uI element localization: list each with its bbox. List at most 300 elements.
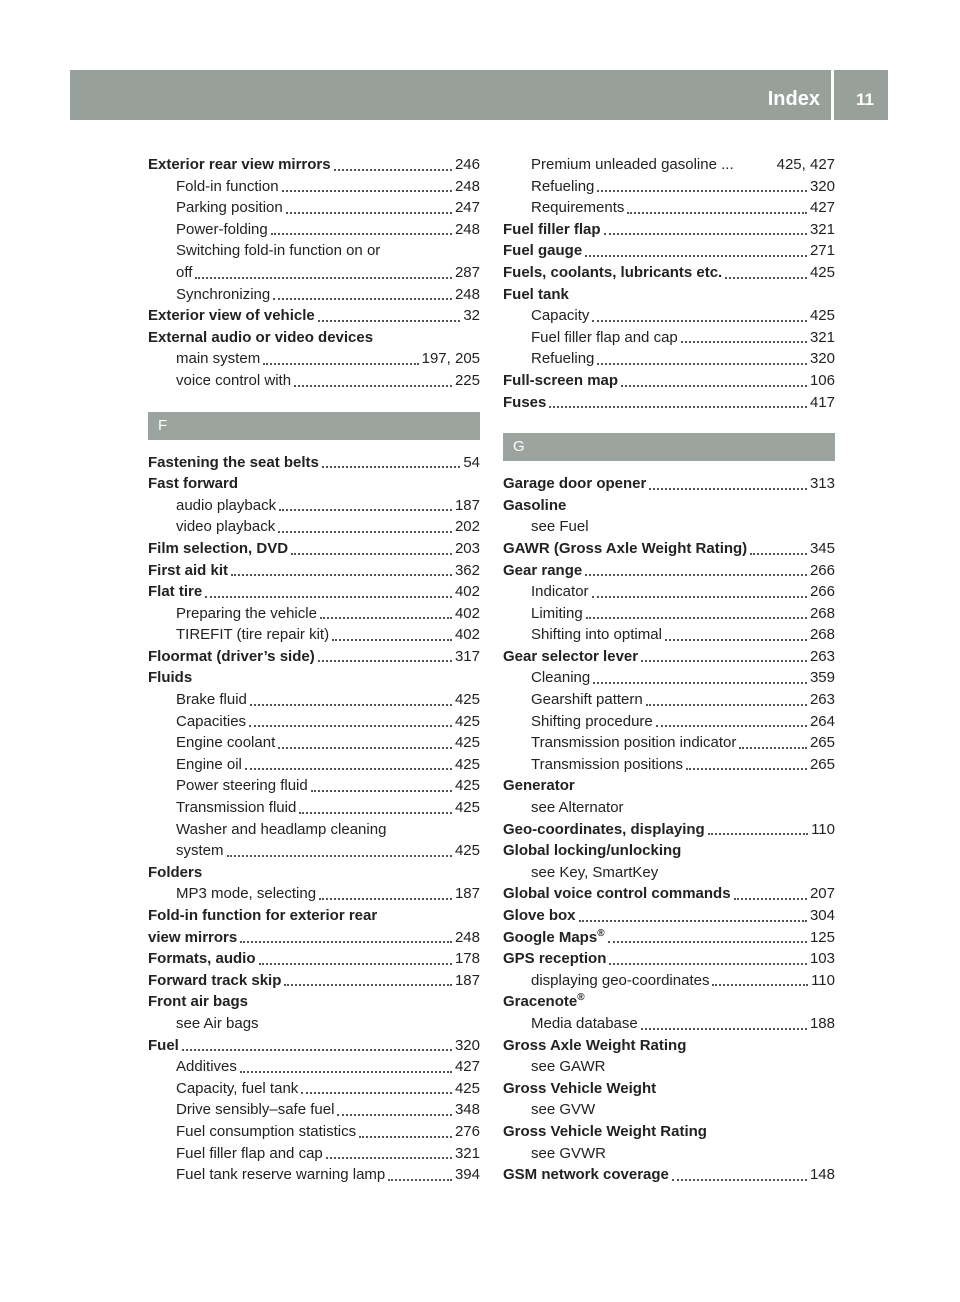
entry-term [176, 840, 224, 862]
page-reference: 202 [454, 518, 480, 536]
entry-term [503, 560, 582, 582]
index-entry [503, 840, 835, 862]
page-reference: 313 [809, 475, 835, 493]
section-header [148, 412, 480, 440]
entry-term-text: Media database [531, 1014, 638, 1032]
entry-term-text: GPS reception [503, 950, 607, 968]
entry-term-text: Fold-in function [176, 177, 279, 195]
leader-dots [641, 1028, 807, 1030]
entry-term-text: displaying geo-coordinates [531, 971, 710, 989]
entry-term [176, 1056, 237, 1078]
index-entry [503, 560, 835, 582]
leader-dots [205, 596, 452, 598]
index-subentry [148, 840, 480, 862]
leader-dots [311, 790, 452, 792]
entry-term [176, 689, 247, 711]
page-reference: 187 [454, 971, 480, 989]
page-reference: 425 [809, 263, 835, 281]
index-subentry [148, 732, 480, 754]
index-subentry [148, 1078, 480, 1100]
leader-dots [712, 984, 808, 986]
page-reference: 425 [454, 691, 480, 709]
section-header [503, 433, 835, 461]
entry-term [531, 624, 662, 646]
index-entry [503, 1121, 835, 1143]
index-entry [148, 970, 480, 992]
page-reference: 321 [454, 1144, 480, 1162]
index-subentry [148, 219, 480, 241]
entry-term-text: see GAWR [531, 1058, 606, 1076]
entry-term [531, 1099, 595, 1121]
entry-term-text: Google Maps [503, 928, 598, 946]
entry-term [531, 667, 590, 689]
entry-term-text: Transmission fluid [176, 799, 297, 817]
entry-term-text: Power-folding [176, 220, 268, 238]
registered-mark: ® [577, 992, 585, 1004]
entry-term-text: Geo-coordinates, displaying [503, 820, 705, 838]
page-reference: 197, 205 [421, 350, 480, 368]
entry-term [503, 495, 566, 517]
index-subentry [503, 862, 835, 884]
page-reference: 188 [809, 1014, 835, 1032]
page-reference: 148 [809, 1166, 835, 1184]
entry-term [503, 1121, 707, 1143]
index-entry [503, 284, 835, 306]
entry-term-text: MP3 mode, selecting [176, 885, 317, 903]
entry-term [148, 560, 228, 582]
page-reference: 110 [811, 820, 835, 838]
index-entry [503, 927, 835, 949]
index-entry [148, 862, 480, 884]
index-subentry [503, 1013, 835, 1035]
page-reference: 417 [809, 393, 835, 411]
leader-dots [263, 363, 418, 365]
entry-term-text: see Alternator [531, 799, 624, 817]
entry-term [531, 516, 589, 538]
entry-term [503, 538, 747, 560]
index-entry [148, 327, 480, 349]
entry-term [176, 348, 260, 370]
entry-term-text: main system [176, 350, 261, 368]
leader-dots [621, 385, 807, 387]
page-number: 11 [856, 90, 874, 109]
page-reference: 263 [809, 691, 835, 709]
page-reference: 248 [454, 285, 480, 303]
entry-term-text: Capacity [531, 307, 590, 325]
page-reference: 394 [454, 1166, 480, 1184]
index-entry [503, 905, 835, 927]
index-entry [503, 392, 835, 414]
entry-term [176, 240, 380, 262]
entry-term [176, 883, 316, 905]
entry-term-text: see Air bags [176, 1014, 259, 1032]
entry-term-text: voice control with [176, 371, 292, 389]
page-reference: 425 [454, 1079, 480, 1097]
leader-dots [359, 1136, 452, 1138]
entry-term-text: First aid kit [148, 561, 229, 579]
entry-term [176, 1013, 259, 1035]
entry-term-text: Gear selector lever [503, 647, 639, 665]
entry-term [531, 689, 643, 711]
index-entry [503, 262, 835, 284]
entry-term-text: Shifting procedure [531, 712, 653, 730]
page-reference: 110 [811, 971, 835, 989]
entry-term-text: Film selection, DVD [148, 539, 289, 557]
leader-dots [725, 277, 807, 279]
entry-term [531, 970, 709, 992]
index-entry [503, 495, 835, 517]
entry-term [503, 284, 569, 306]
index-subentry [503, 603, 835, 625]
entry-term [176, 797, 296, 819]
entry-term-text: Formats, audio [148, 950, 256, 968]
entry-term [531, 862, 658, 884]
entry-term-text: Gross Axle Weight Rating [503, 1036, 687, 1054]
entry-term-text: Fast forward [148, 475, 239, 493]
entry-term-text: view mirrors [148, 928, 238, 946]
entry-term-text: Fuel consumption statistics [176, 1122, 357, 1140]
index-subentry [148, 1056, 480, 1078]
entry-term-text: Power steering fluid [176, 777, 308, 795]
page-reference: 359 [809, 669, 835, 687]
entry-term [176, 370, 291, 392]
index-subentry [148, 197, 480, 219]
leader-dots [686, 768, 807, 770]
entry-term-text: Fold-in function for exterior rear [148, 907, 378, 924]
entry-term [531, 154, 734, 176]
entry-term [148, 667, 192, 689]
entry-term-text: Garage door opener [503, 475, 647, 493]
page-reference: 248 [454, 220, 480, 238]
entry-term [176, 732, 275, 754]
entry-term [503, 1078, 656, 1100]
entry-term-text: Gross Vehicle Weight Rating [503, 1122, 707, 1140]
page-reference: 187 [454, 885, 480, 903]
leader-dots [586, 617, 807, 619]
entry-term-text: Premium unleaded gasoline ... [531, 156, 734, 173]
entry-term-text: Fuses [503, 393, 547, 411]
page-reference: 276 [454, 1122, 480, 1140]
page-reference: 402 [454, 604, 480, 622]
index-subentry [503, 197, 835, 219]
entry-term [503, 991, 585, 1013]
entry-term [503, 840, 681, 862]
index-subentry [148, 689, 480, 711]
index-subentry [503, 732, 835, 754]
page-reference: 103 [809, 950, 835, 968]
page-reference: 321 [809, 328, 835, 346]
leader-dots [609, 963, 807, 965]
page-reference: 425 [454, 777, 480, 795]
leader-dots [585, 255, 807, 257]
leader-dots [250, 704, 452, 706]
index-subentry [148, 516, 480, 538]
leader-dots [182, 1049, 452, 1051]
leader-dots [231, 574, 452, 576]
leader-dots [593, 682, 807, 684]
entry-term-text: Limiting [531, 604, 583, 622]
leader-dots [579, 920, 807, 922]
index-subentry [148, 495, 480, 517]
page-reference: 268 [809, 626, 835, 644]
page-reference: 203 [454, 539, 480, 557]
entry-term-text: Global locking/unlocking [503, 842, 682, 860]
entry-term-text: see Fuel [531, 518, 589, 536]
entry-term [176, 284, 270, 306]
page-reference: 320 [454, 1036, 480, 1054]
index-subentry [148, 240, 480, 262]
index-subentry [148, 711, 480, 733]
index-subentry [503, 1099, 835, 1121]
index-subentry [148, 1143, 480, 1165]
entry-term [176, 819, 386, 841]
index-entry [503, 883, 835, 905]
index-subentry [503, 754, 835, 776]
entry-term [148, 581, 202, 603]
index-entry [148, 667, 480, 689]
page-reference: 54 [463, 453, 480, 471]
page-reference: 425 [809, 307, 835, 325]
entry-term-text: Fluids [148, 669, 193, 687]
leader-dots [282, 190, 452, 192]
page-reference: 263 [809, 647, 835, 665]
entry-term-text: audio playback [176, 496, 277, 514]
index-entry [148, 646, 480, 668]
index-subentry [503, 1056, 835, 1078]
index-entry [503, 1078, 835, 1100]
leader-dots [665, 639, 807, 641]
entry-term-text: Shifting into optimal [531, 626, 662, 644]
entry-term-text: Requirements [531, 199, 625, 217]
entry-term-text: Transmission positions [531, 755, 683, 773]
entry-term [148, 646, 315, 668]
entry-term-text: Gross Vehicle Weight [503, 1079, 657, 1097]
page-reference: 125 [809, 928, 835, 946]
page-reference: 106 [809, 371, 835, 389]
entry-term-text: Engine coolant [176, 734, 276, 752]
leader-dots [322, 466, 460, 468]
entry-term [176, 775, 308, 797]
leader-dots [240, 941, 452, 943]
index-subentry [503, 624, 835, 646]
entry-term [148, 473, 238, 495]
index-entry [148, 905, 480, 927]
entry-term [531, 581, 589, 603]
registered-mark: ® [597, 927, 605, 939]
leader-dots [245, 768, 452, 770]
entry-term [148, 905, 377, 927]
entry-term-text: Fuels, coolants, lubricants etc. [503, 263, 723, 281]
entry-term [148, 452, 319, 474]
entry-term [148, 327, 373, 349]
entry-term-text: GAWR (Gross Axle Weight Rating) [503, 539, 748, 557]
entry-term [176, 176, 279, 198]
index-entry [148, 991, 480, 1013]
entry-term-text: Fuel tank reserve warning lamp [176, 1166, 386, 1184]
page-reference: 266 [809, 561, 835, 579]
entry-term-text: Transmission position indicator [531, 734, 737, 752]
entry-term [503, 948, 606, 970]
entry-term [148, 970, 281, 992]
entry-term-text: Synchronizing [176, 285, 271, 303]
entry-term [503, 392, 546, 414]
entry-term-text: Full-screen map [503, 371, 619, 389]
entry-term [148, 991, 248, 1013]
index-entry [148, 927, 480, 949]
page-reference: 317 [454, 647, 480, 665]
leader-dots [641, 660, 807, 662]
index-column-left [148, 154, 480, 1186]
page-reference: 425 [454, 712, 480, 730]
entry-term-text: Preparing the vehicle [176, 604, 317, 622]
page-reference: 402 [454, 626, 480, 644]
entry-term-text: system [176, 842, 224, 860]
index-subentry [148, 775, 480, 797]
index-entry [503, 1035, 835, 1057]
page-reference: 225 [454, 371, 480, 389]
page-reference: 187 [454, 496, 480, 514]
leader-dots [318, 320, 461, 322]
entry-term [176, 603, 317, 625]
entry-term-text: Gearshift pattern [531, 691, 643, 709]
index-subentry [503, 689, 835, 711]
entry-term [531, 348, 594, 370]
index-entry [148, 1035, 480, 1057]
index-entry [503, 819, 835, 841]
page-reference: 178 [454, 950, 480, 968]
index-subentry [148, 797, 480, 819]
index-subentry [148, 624, 480, 646]
index-subentry [503, 305, 835, 327]
entry-term-text: Indicator [531, 583, 589, 601]
entry-term [531, 754, 683, 776]
entry-term-text: Drive sensibly–safe fuel [176, 1101, 335, 1119]
leader-dots [273, 298, 452, 300]
leader-dots [284, 984, 452, 986]
entry-term [503, 1164, 669, 1186]
entry-term [176, 1121, 356, 1143]
entry-term-text: Fuel filler flap and cap [176, 1144, 323, 1162]
entry-term [531, 305, 589, 327]
leader-dots [608, 941, 807, 943]
index-entry [148, 452, 480, 474]
leader-dots [604, 233, 807, 235]
index-subentry [503, 348, 835, 370]
index-subentry [148, 262, 480, 284]
leader-dots [388, 1179, 452, 1181]
leader-dots [708, 833, 808, 835]
entry-term [148, 1035, 179, 1057]
index-subentry [148, 348, 480, 370]
entry-term [531, 711, 653, 733]
entry-term-text: Forward track skip [148, 971, 282, 989]
leader-dots [656, 725, 807, 727]
entry-term-text: Gasoline [503, 496, 567, 514]
entry-term [503, 262, 722, 284]
index-subentry [148, 176, 480, 198]
entry-term-text: TIREFIT (tire repair kit) [176, 626, 330, 644]
entry-term [176, 754, 242, 776]
index-entry [503, 646, 835, 668]
entry-term-text: Fuel filler flap [503, 220, 601, 238]
entry-term [503, 1035, 686, 1057]
entry-term [503, 646, 638, 668]
page-reference: 425 [454, 799, 480, 817]
entry-term [503, 883, 731, 905]
page-reference: 304 [809, 907, 835, 924]
entry-term [503, 473, 646, 495]
entry-term-text: Refueling [531, 177, 595, 195]
page-reference: 425 [454, 734, 480, 752]
index-subentry [503, 667, 835, 689]
page-reference: 268 [809, 604, 835, 622]
leader-dots [240, 1071, 452, 1073]
entry-term [503, 370, 618, 392]
entry-term-text: see GVWR [531, 1144, 607, 1162]
entry-term-text: Capacity, fuel tank [176, 1079, 299, 1097]
entry-term [531, 797, 624, 819]
entry-term-text: Cleaning [531, 669, 591, 687]
page-reference: 320 [809, 177, 835, 195]
entry-term-text: Flat tire [148, 583, 203, 601]
entry-term [503, 819, 705, 841]
leader-dots [649, 488, 807, 490]
entry-term-text: Generator [503, 777, 575, 795]
leader-dots [326, 1157, 452, 1159]
page-reference: 321 [809, 220, 835, 238]
leader-dots [291, 553, 452, 555]
page-reference: 265 [809, 755, 835, 773]
entry-term-text: Fastening the seat belts [148, 453, 319, 471]
leader-dots [334, 169, 452, 171]
header-title: Index [767, 88, 820, 110]
index-entry [148, 581, 480, 603]
index-subentry [148, 1121, 480, 1143]
leader-dots [646, 704, 807, 706]
entry-term [148, 305, 315, 327]
page-reference: 246 [454, 156, 480, 173]
entry-term-text: Folders [148, 863, 203, 881]
entry-term-text: Front air bags [148, 993, 249, 1011]
leader-dots [597, 363, 807, 365]
entry-term [176, 219, 268, 241]
entry-term [148, 862, 202, 884]
index-entry [503, 240, 835, 262]
leader-dots [259, 963, 452, 965]
entry-term-text: Engine oil [176, 755, 242, 773]
entry-term-text: Fuel tank [503, 285, 569, 303]
entry-term [176, 1164, 385, 1186]
entry-term-text: Washer and headlamp cleaning [176, 820, 387, 838]
entry-term [176, 516, 275, 538]
entry-term [176, 1099, 334, 1121]
index-subentry [148, 1013, 480, 1035]
section-letter: F [158, 416, 168, 434]
leader-dots [318, 660, 452, 662]
entry-term [531, 327, 678, 349]
page-reference: 248 [454, 177, 480, 195]
index-subentry [503, 711, 835, 733]
entry-term [148, 538, 288, 560]
index-entry [503, 1164, 835, 1186]
leader-dots [249, 725, 452, 727]
leader-dots [319, 898, 452, 900]
index-subentry [148, 883, 480, 905]
entry-term-text: Fuel filler flap and cap [531, 328, 678, 346]
page-reference: 264 [809, 712, 835, 730]
page-reference: 425 [454, 842, 480, 860]
leader-dots [278, 531, 452, 533]
